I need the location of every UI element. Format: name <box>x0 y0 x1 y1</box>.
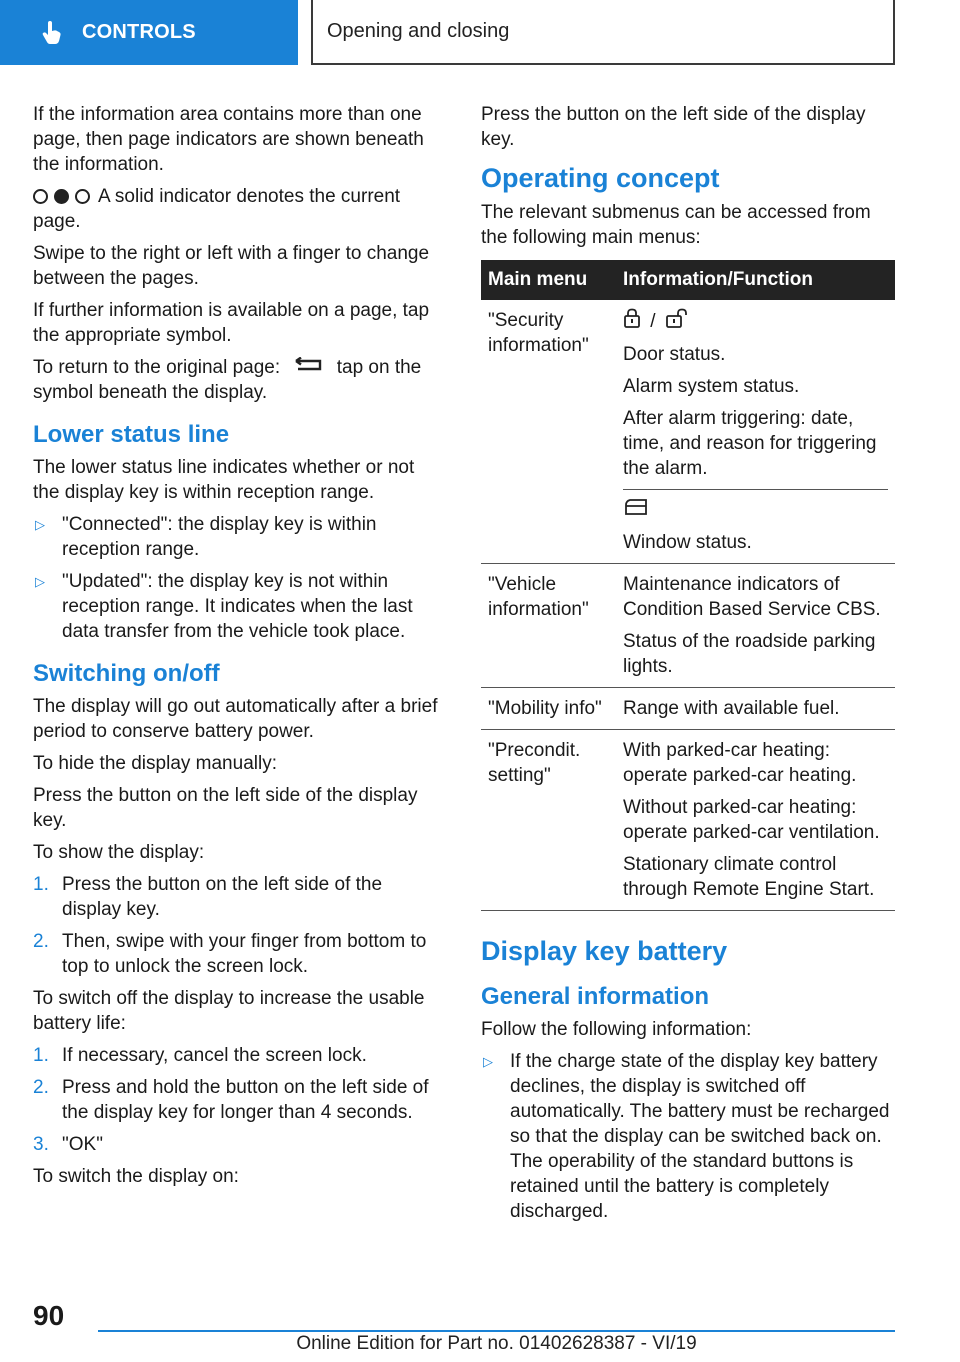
paragraph: If further information is available on a page, tap the appropriate symbol. <box>33 300 430 346</box>
paragraph-text: To return to the original page: <box>33 357 281 378</box>
cell-text: Range with available fuel. <box>623 698 840 719</box>
step-number: 1. <box>33 1045 49 1067</box>
list-item-text: If the charge state of the display key battery declines, the display is switched off automatically. The battery must be recharged so that the display can be switched back on. The operability of the standard buttons is retained until the battery is completely discharged. <box>510 1051 890 1222</box>
list-item-text: "Updated": the display key is not within reception range. It indicates when the last data transfer from the vehicle took place. <box>62 571 413 643</box>
heading-general-information: General information <box>481 983 710 1010</box>
hand-icon <box>38 19 66 47</box>
cell-text: Door status. <box>623 344 726 365</box>
step-number: 2. <box>33 1077 49 1099</box>
cell-text: Alarm system status. <box>623 376 800 397</box>
heading-lower-status-line: Lower status line <box>33 421 230 449</box>
paragraph: Press the button on the left side of the display key. <box>481 104 866 150</box>
menu-table <box>481 260 895 911</box>
paragraph: If the information area contains more than one page, then page indicators are shown beneath the information. <box>33 104 424 175</box>
paragraph: To switch off the display to increase the usable battery life: <box>33 988 425 1035</box>
paragraph: The display will go out automatically after a brief period to conserve battery power. <box>33 696 438 743</box>
heading-operating-concept: Operating concept <box>481 163 720 193</box>
heading-switching: Switching on/off <box>33 660 220 688</box>
heading-display-key-battery: Display key battery <box>481 936 728 966</box>
page-indicator-icon <box>33 189 90 204</box>
step-item <box>33 1075 443 1125</box>
paragraph <box>33 184 443 234</box>
cell-text: Window status. <box>623 532 752 553</box>
cell-text: After alarm triggering: date, time, and reason for triggering the alarm. <box>623 408 877 479</box>
column-header: Information/Function <box>616 260 895 300</box>
step-item <box>33 1132 443 1157</box>
step-text: Press the button on the left side of the display key. <box>62 874 383 921</box>
empty-dot-icon <box>75 189 90 204</box>
footer-divider <box>98 1330 895 1332</box>
function-cell <box>616 564 895 688</box>
paragraph <box>33 355 443 405</box>
table-row <box>481 730 895 911</box>
column-header: Main menu <box>481 260 616 300</box>
paragraph: The lower status line indicates whether or not the display key is within reception range. <box>33 457 415 504</box>
step-item <box>33 872 443 922</box>
menu-cell: "Mobility info" <box>481 688 616 730</box>
section-label: CONTROLS <box>82 21 196 43</box>
paragraph: To show the display: <box>33 842 205 864</box>
cell-text: Maintenance indicators of Condition Based Service CBS. <box>623 574 881 620</box>
paragraph: Swipe to the right or left with a finger to change between the pages. <box>33 243 430 289</box>
paragraph-text: A solid indicator denotes the current page. <box>33 186 401 232</box>
paragraph: The relevant submenus can be accessed from the following main menus: <box>481 202 871 248</box>
list-item <box>33 512 443 562</box>
step-text: "OK" <box>62 1134 103 1156</box>
step-text: If necessary, cancel the screen lock. <box>62 1045 367 1067</box>
step-item <box>33 1043 443 1068</box>
unlocked-icon <box>665 308 691 335</box>
step-text: Press and hold the button on the left side of the display key for longer than 4 seconds. <box>62 1077 429 1124</box>
triangle-bullet-icon: ▷ <box>35 517 45 533</box>
left-column <box>33 102 443 1196</box>
page-number: 90 <box>33 1300 65 1331</box>
cell-text: With parked-car heating: operate parked-car heating. <box>623 740 857 786</box>
triangle-bullet-icon: ▷ <box>35 574 45 590</box>
paragraph: Press the button on the left side of the display key. <box>33 785 418 832</box>
right-column <box>481 102 895 1231</box>
table-header-row <box>481 260 895 300</box>
step-item <box>33 929 443 979</box>
step-number: 2. <box>33 931 49 953</box>
paragraph: To hide the display manually: <box>33 753 277 775</box>
step-number: 1. <box>33 874 49 896</box>
lock-icons: / <box>623 308 888 335</box>
step-text: Then, swipe with your finger from bottom to top to unlock the screen lock. <box>62 931 427 978</box>
sub-block <box>623 308 888 490</box>
table-row <box>481 300 895 564</box>
window-icon <box>623 498 888 523</box>
function-cell <box>616 730 895 911</box>
function-cell <box>616 300 895 564</box>
paragraph: Follow the following information: <box>481 1019 752 1040</box>
edition-note: Online Edition for Part no. 01402628387 - VI/19 <box>296 1333 697 1354</box>
chapter-title: Opening and closing <box>327 20 510 42</box>
triangle-bullet-icon: ▷ <box>483 1054 493 1069</box>
cell-text: Status of the roadside parking lights. <box>623 631 876 677</box>
return-arrow-icon <box>293 355 323 380</box>
menu-cell: "Security information" <box>481 300 616 564</box>
page-header <box>311 0 895 65</box>
table-row <box>481 564 895 688</box>
locked-icon <box>623 308 641 335</box>
paragraph-text: tap on the symbol beneath the display. <box>33 357 422 404</box>
step-number: 3. <box>33 1134 49 1156</box>
menu-cell: "Vehicle information" <box>481 564 616 688</box>
menu-cell: "Precondit. setting" <box>481 730 616 911</box>
list-item-text: "Connected": the display key is within reception range. <box>62 514 377 561</box>
list-item <box>481 1049 895 1224</box>
table-row <box>481 688 895 730</box>
cell-text: Stationary climate control through Remote Engine Start. <box>623 854 875 900</box>
cell-text: Without parked-car heating: operate parked-car ventilation. <box>623 797 880 843</box>
empty-dot-icon <box>33 189 48 204</box>
function-cell <box>616 688 895 730</box>
paragraph: To switch the display on: <box>33 1166 239 1188</box>
filled-dot-icon <box>54 189 69 204</box>
list-item <box>33 569 443 644</box>
section-tab <box>0 0 298 65</box>
